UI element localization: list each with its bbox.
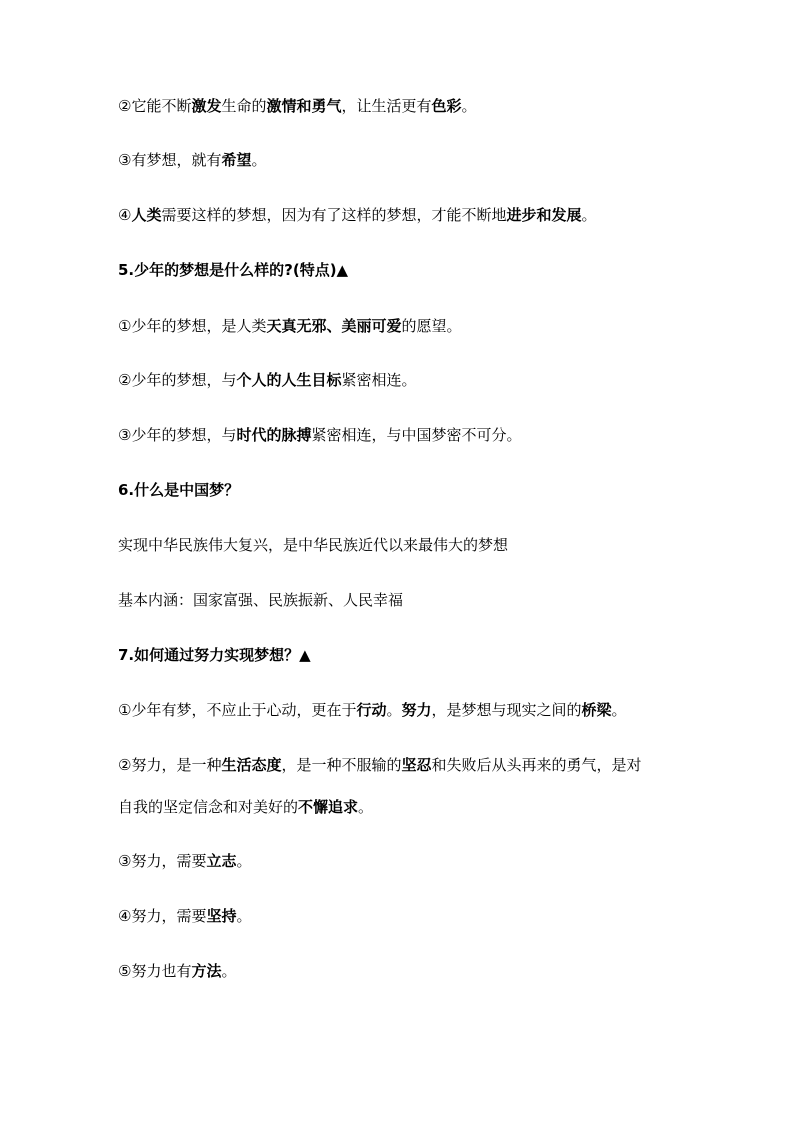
text: ②它能不断	[118, 97, 192, 115]
text: ，是梦想与现实之间的	[431, 701, 582, 719]
text: 。	[221, 962, 237, 980]
paragraph-line	[118, 961, 718, 981]
text: ③有梦想，就有	[118, 151, 222, 169]
paragraph-line	[118, 851, 718, 871]
bold-text: 努力	[401, 701, 432, 719]
text: 。	[251, 151, 267, 169]
text: 需要这样的梦想，因为有了这样的梦想，才能不断地	[161, 206, 507, 224]
bold-text: 人类	[131, 206, 162, 224]
text: 自我的坚定信念和对美好的	[118, 798, 299, 816]
text: 和失败后从头再来的勇气，是对	[431, 756, 642, 774]
paragraph-line	[118, 96, 718, 116]
bold-text: 坚忍	[401, 756, 432, 774]
bold-text: 桥梁	[581, 701, 612, 719]
paragraph-line	[118, 370, 718, 390]
bold-text: 激发	[191, 97, 222, 115]
section-heading	[118, 645, 718, 665]
text: ③努力，需要	[118, 852, 207, 870]
paragraph-line	[118, 205, 718, 225]
paragraph-line	[118, 316, 718, 336]
text: 。	[236, 852, 252, 870]
paragraph-line	[118, 425, 718, 445]
text: 基本内涵：国家富强、民族振新、人民幸福	[118, 591, 404, 609]
bold-text: 7.如何通过努力实现梦想？▲	[118, 646, 311, 664]
text: ，让生活更有	[341, 97, 432, 115]
bold-text: 5.少年的梦想是什么样的?(特点)▲	[118, 261, 349, 279]
text: 。	[358, 798, 374, 816]
text: ⑤努力也有	[118, 962, 192, 980]
text: 。	[581, 206, 597, 224]
bold-text: 天真无邪、美丽可爱	[266, 317, 402, 335]
text: ①少年的梦想，是人类	[118, 317, 267, 335]
paragraph-line	[118, 590, 718, 610]
text: 。	[461, 97, 477, 115]
bold-text: 行动	[356, 701, 387, 719]
paragraph-line	[118, 700, 718, 720]
text: ①少年有梦，不应止于心动，更在于	[118, 701, 357, 719]
bold-text: 生活态度	[221, 756, 282, 774]
text: 。	[386, 701, 402, 719]
text: ④	[118, 206, 132, 224]
bold-text: 立志	[206, 852, 237, 870]
bold-text: 希望	[221, 151, 252, 169]
bold-text: 个人的人生目标	[236, 371, 342, 389]
bold-text: 不懈追求	[298, 798, 359, 816]
text: 紧密相连。	[341, 371, 417, 389]
text: 。	[236, 907, 252, 925]
bold-text: 方法	[191, 962, 222, 980]
paragraph-line	[118, 797, 718, 817]
text: 紧密相连，与中国梦密不可分。	[311, 426, 522, 444]
text: 的愿望。	[401, 317, 462, 335]
text: ，是一种不服输的	[281, 756, 402, 774]
text: 实现中华民族伟大复兴，是中华民族近代以来最伟大的梦想	[118, 536, 509, 554]
bold-text: 色彩	[431, 97, 462, 115]
text: 生命的	[221, 97, 267, 115]
text: ④努力，需要	[118, 907, 207, 925]
bold-text: 激情和勇气	[266, 97, 342, 115]
paragraph-line	[118, 755, 718, 775]
section-heading	[118, 480, 718, 500]
paragraph-line	[118, 535, 718, 555]
text: ②努力，是一种	[118, 756, 222, 774]
paragraph-line	[118, 150, 718, 170]
bold-text: 6.什么是中国梦？	[118, 481, 240, 499]
bold-text: 时代的脉搏	[236, 426, 312, 444]
paragraph-line	[118, 906, 718, 926]
bold-text: 进步和发展	[506, 206, 582, 224]
text: 。	[611, 701, 627, 719]
bold-text: 坚持	[206, 907, 237, 925]
section-heading	[118, 260, 718, 280]
text: ②少年的梦想，与	[118, 371, 237, 389]
text: ③少年的梦想，与	[118, 426, 237, 444]
